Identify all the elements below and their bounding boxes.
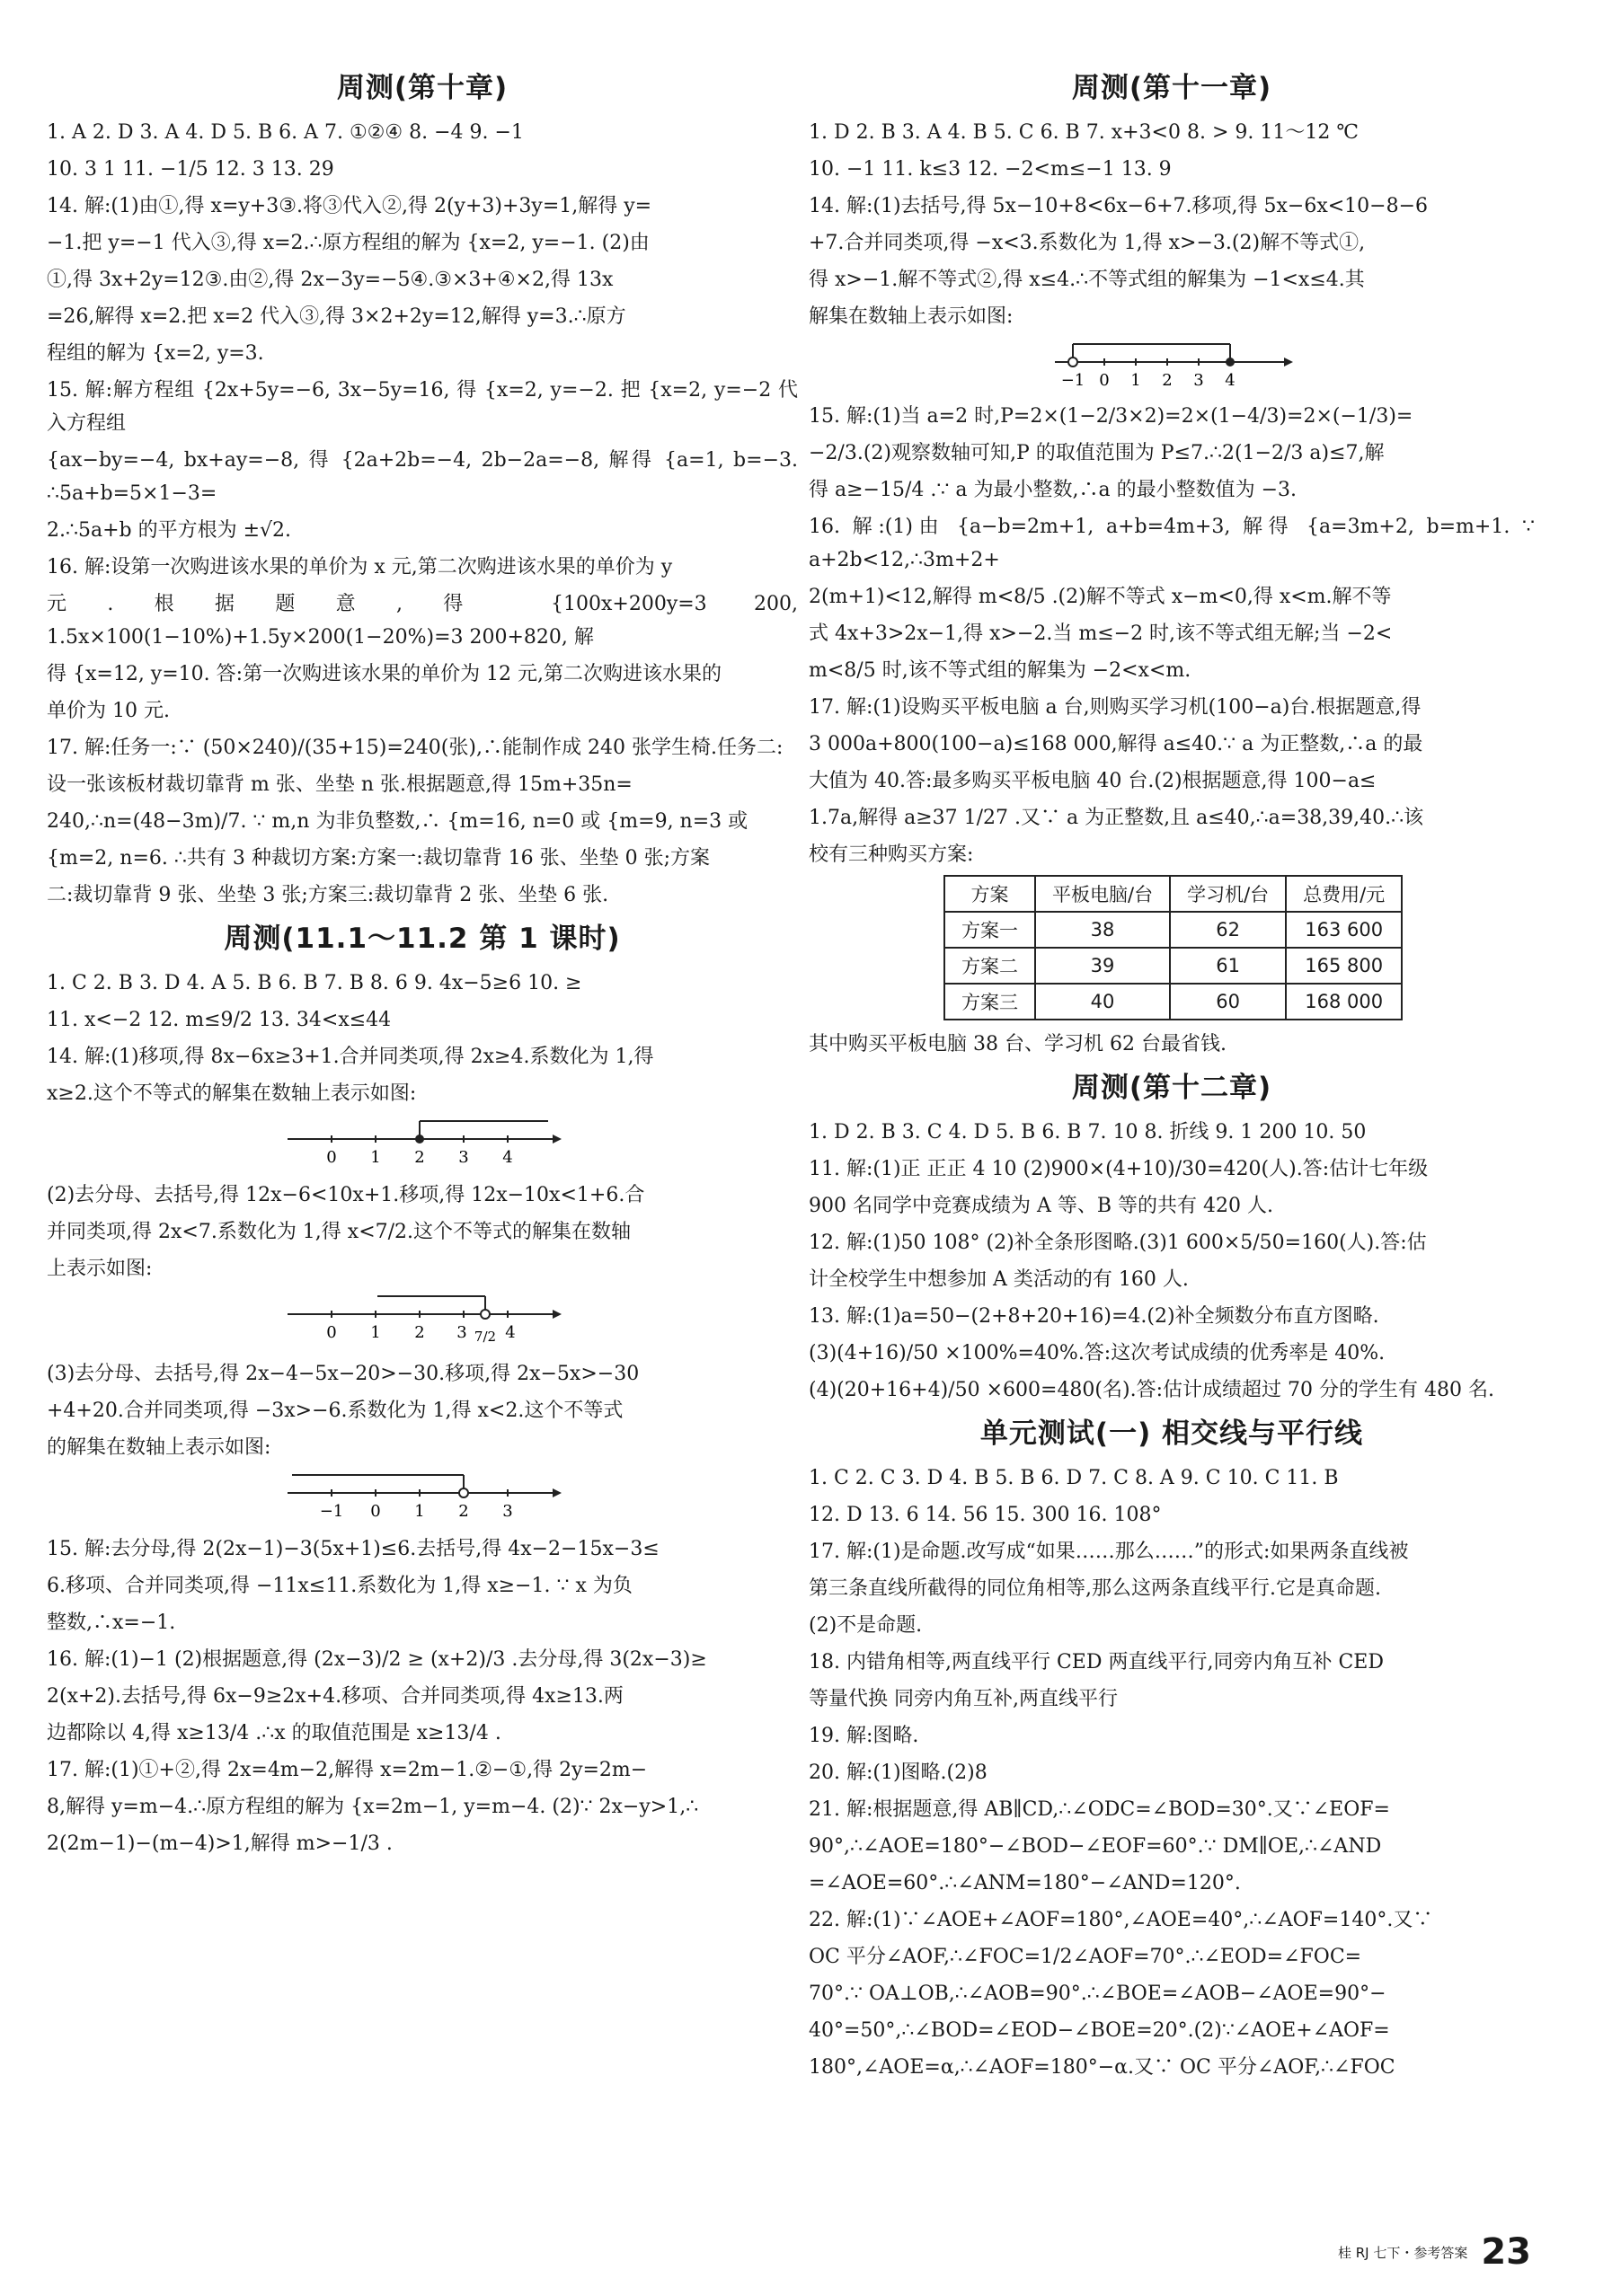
answer-line: 70°.∵ OA⊥OB,∴∠AOB=90°.∴∠BOE=∠AOB−∠AOE=90°− — [809, 1983, 1386, 2005]
table-row — [944, 948, 1402, 984]
tick-label: 0 — [1099, 371, 1110, 390]
answer-line: 单价为 10 元. — [47, 700, 170, 722]
answer-line: 17. 解:(1)设购买平板电脑 a 台,则购买学习机(100−a)台.根据题意,得 — [809, 696, 1422, 719]
answer-line: 式 4x+3>2x−1,得 x>−2.当 m≤−2 时,该不等式组无解;当 −2< — [809, 623, 1393, 645]
tick-label: 3 — [458, 1148, 469, 1167]
answer-line: 边都除以 4,得 x≥13/4 .∴x 的取值范围是 x≥13/4 . — [47, 1722, 501, 1744]
answer-line: 6.移项、合并同类项,得 −11x≤11.系数化为 1,得 x≥−1. ∵ x 为负 — [47, 1575, 633, 1597]
table-cell: 165 800 — [1286, 948, 1402, 984]
answer-line: 90°,∴∠AOE=180°−∠BOD−∠EOF=60°.∵ DM∥OE,∴∠AND — [809, 1835, 1382, 1858]
answer-line: 180°,∠AOE=α,∴∠AOF=180°−α.又∵ OC 平分∠AOF,∴∠FOC — [809, 2056, 1395, 2079]
answer-line: −1.把 y=−1 代入③,得 x=2.∴原方程组的解为 {x=2, y=−1. (2)由 — [47, 232, 650, 254]
tick-label: 4 — [1225, 371, 1236, 390]
section-ch11 — [809, 65, 1535, 1061]
table-cell: 39 — [1035, 948, 1170, 984]
table-cell: 61 — [1170, 948, 1286, 984]
answer-line: +7.合并同类项,得 −x<3.系数化为 1,得 x>−3.(2)解不等式①, — [809, 232, 1366, 254]
table-cell: 40 — [1035, 984, 1170, 1020]
answer-line: (3)去分母、去括号,得 2x−4−5x−20>−30.移项,得 2x−5x>−30 — [47, 1363, 640, 1385]
section-ch10 — [47, 65, 798, 912]
tick-label: 2 — [414, 1323, 425, 1342]
answer-lines — [47, 116, 798, 912]
answer-line: 17. 解:(1)是命题.改写成“如果……那么……”的形式:如果两条直线被 — [809, 1541, 1409, 1563]
answer-line: 11. x<−2 12. m≤9/2 13. 34<x≤44 — [47, 1009, 392, 1031]
table-row — [944, 912, 1402, 948]
page-number: 23 — [1481, 2231, 1531, 2273]
answer-line: ①,得 3x+2y=12③.由②,得 2x−3y=−5④.③×3+④×2,得 13x — [47, 269, 614, 291]
tick-label: 0 — [326, 1323, 337, 1342]
answer-line: (3)(4+16)/50 ×100%=40%.答:这次考试成绩的优秀率是 40%. — [809, 1342, 1386, 1364]
tick-label: 3 — [456, 1323, 467, 1342]
answer-line: OC 平分∠AOF,∴∠FOC=1/2∠AOF=70°.∴∠EOD=∠FOC= — [809, 1946, 1362, 1968]
answer-line: 上表示如图: — [47, 1258, 153, 1280]
answer-line: 整数,∴x=−1. — [47, 1612, 176, 1634]
footer-label: 桂 RJ 七下・参考答案 — [1337, 2244, 1468, 2261]
answer-line: 16. 解:(1)由 {a−b=2m+1, a+b=4m+3, 解得 {a=3m+2, b=m+1. ∵ a+2b<12,∴3m+2+ — [809, 516, 1535, 571]
answer-line: 校有三种购买方案: — [809, 843, 974, 866]
tick-label: 7/2 — [474, 1329, 497, 1345]
tick-label: 2 — [458, 1502, 469, 1521]
answer-line: 8,解得 y=m−4.∴原方程组的解为 {x=2m−1, y=m−4. (2)∵ 2x−y>1,∴ — [47, 1796, 699, 1818]
tick-label: 3 — [502, 1502, 513, 1521]
page-footer — [1338, 2231, 1531, 2273]
answer-line: 第三条直线所截得的同位角相等,那么这两条直线平行.它是真命题. — [809, 1577, 1381, 1600]
answer-line: 16. 解:(1)−1 (2)根据题意,得 (2x−3)/2 ≥ (x+2)/3 .去分母,得 3(2x−3)≥ — [47, 1648, 707, 1671]
answer-line: 的解集在数轴上表示如图: — [47, 1436, 271, 1459]
answer-line: 程组的解为 {x=2, y=3. — [47, 342, 264, 365]
answer-line: 1. C 2. B 3. D 4. A 5. B 6. B 7. B 8. 6 9. 4x−5≥6 10. ≥ — [47, 972, 582, 994]
answer-line: =26,解得 x=2.把 x=2 代入③,得 3×2+2y=12,解得 y=3.∴原方 — [47, 305, 626, 328]
answer-line: 其中购买平板电脑 38 台、学习机 62 台最省钱. — [809, 1033, 1227, 1055]
table-header: 方案 — [944, 876, 1035, 912]
answer-line: 2.∴5a+b 的平方根为 ±√2. — [47, 519, 292, 542]
section-title: 周测(11.1～11.2 第 1 课时) — [224, 923, 621, 955]
tick-label: 4 — [502, 1148, 513, 1167]
answer-line: 解集在数轴上表示如图: — [809, 305, 1014, 328]
answer-line: −2/3.(2)观察数轴可知,P 的取值范围为 P≤7.∴2(1−2/3 a)≤7,解 — [809, 442, 1385, 464]
tick-label: 4 — [505, 1323, 516, 1342]
number-line-3 — [279, 1470, 566, 1523]
answer-line: 14. 解:(1)去括号,得 5x−10+8<6x−6+7.移项,得 5x−6x<10−8−6 — [809, 195, 1429, 217]
answer-line: 40°=50°,∴∠BOD=∠EOD−∠BOE=20°.(2)∵∠AOE+∠AOF= — [809, 2019, 1390, 2042]
section-ch12 — [809, 1064, 1535, 1407]
answer-line: 二:裁切靠背 9 张、坐垫 3 张;方案三:裁切靠背 2 张、坐垫 6 张. — [47, 884, 609, 906]
tick-label: 1 — [370, 1148, 381, 1167]
table-cell: 方案三 — [944, 984, 1035, 1020]
section-title: 周测(第十二章) — [1071, 1072, 1272, 1104]
answer-line: 19. 解:图略. — [809, 1725, 919, 1747]
table-cell: 168 000 — [1286, 984, 1402, 1020]
answer-line: 大值为 40.答:最多购买平板电脑 40 台.(2)根据题意,得 100−a≤ — [809, 770, 1377, 792]
tick-label: 1 — [414, 1502, 425, 1521]
answer-line: 1. A 2. D 3. A 4. D 5. B 6. A 7. ①②④ 8. −4 9. −1 — [47, 121, 524, 144]
table-header: 总费用/元 — [1286, 876, 1402, 912]
answer-line: 2(x+2).去括号,得 6x−9≥2x+4.移项、合并同类项,得 4x≥13.两 — [47, 1685, 624, 1708]
answer-line: 15. 解:(1)当 a=2 时,P=2×(1−2/3×2)=2×(1−4/3)=2×(−1/3)= — [809, 405, 1413, 428]
answer-line: 14. 解:(1)由①,得 x=y+3③.将③代入②,得 2(y+3)+3y=1,解得 y= — [47, 195, 652, 217]
answer-line: {m=2, n=6. ∴共有 3 种裁切方案:方案一:裁切靠背 16 张、坐垫 0 张;方案 — [47, 847, 711, 870]
answer-line: 13. 解:(1)a=50−(2+8+20+16)=4.(2)补全频数分布直方图略. — [809, 1305, 1379, 1328]
answer-line: (4)(20+16+4)/50 ×600=480(名).答:估计成绩超过 70 分的学生有 480 名. — [809, 1379, 1494, 1401]
answer-line: 15. 解:去分母,得 2(2x−1)−3(5x+1)≤6.去括号,得 4x−2−15x−3≤ — [47, 1538, 660, 1560]
table-cell: 62 — [1170, 912, 1286, 948]
answer-line: x≥2.这个不等式的解集在数轴上表示如图: — [47, 1082, 417, 1105]
answer-line: 得 x>−1.解不等式②,得 x≤4.∴不等式组的解集为 −1<x≤4.其 — [809, 269, 1365, 291]
section-title: 单元测试(一) 相交线与平行线 — [979, 1417, 1364, 1450]
tick-label: −1 — [1060, 371, 1085, 390]
answer-line: 10. 3 1 11. −1/5 12. 3 13. 29 — [47, 158, 334, 181]
answer-line: 设一张该板材裁切靠背 m 张、坐垫 n 张.根据题意,得 15m+35n= — [47, 773, 633, 796]
section-unit-test-1 — [809, 1410, 1535, 2084]
table-header: 学习机/台 — [1170, 876, 1286, 912]
tick-label: 2 — [414, 1148, 425, 1167]
right-column — [809, 63, 1535, 2088]
answer-line: 21. 解:根据题意,得 AB∥CD,∴∠ODC=∠BOD=30°.又∵∠EOF= — [809, 1798, 1390, 1821]
answer-line: 900 名同学中竞赛成绩为 A 等、B 等的共有 420 人. — [809, 1195, 1273, 1217]
table-header-row — [944, 876, 1402, 912]
answer-line: 10. −1 11. k≤3 12. −2<m≤−1 13. 9 — [809, 158, 1172, 181]
answer-line: 3 000a+800(100−a)≤168 000,解得 a≤40.∵ a 为正整数,∴a 的最 — [809, 733, 1423, 755]
answer-line: +4+20.合并同类项,得 −3x>−6.系数化为 1,得 x<2.这个不等式 — [47, 1400, 624, 1422]
table-cell: 60 — [1170, 984, 1286, 1020]
table-cell: 方案二 — [944, 948, 1035, 984]
answer-line: (2)不是命题. — [809, 1614, 923, 1637]
table-cell: 38 — [1035, 912, 1170, 948]
answer-line: 1. C 2. C 3. D 4. B 5. B 6. D 7. C 8. A 9. C 10. C 11. B — [809, 1467, 1339, 1489]
answer-line: 得 a≥−15/4 .∵ a 为最小整数,∴a 的最小整数值为 −3. — [809, 479, 1297, 501]
tick-label: 0 — [326, 1148, 337, 1167]
answer-line: 12. D 13. 6 14. 56 15. 300 16. 108° — [809, 1504, 1162, 1526]
answer-line: 元.根据题意,得 {100x+200y=3 200, 1.5x×100(1−10%)+1.5y×200(1−20%)=3 200+820, 解 — [47, 593, 798, 649]
answer-line: 22. 解:(1)∵∠AOE+∠AOF=180°,∠AOE=40°,∴∠AOF=140°.又∵ — [809, 1909, 1433, 1931]
number-line-1 — [279, 1116, 566, 1170]
answer-line: (2)去分母、去括号,得 12x−6<10x+1.移项,得 12x−10x<1+6.合 — [47, 1184, 645, 1206]
answer-line: m<8/5 时,该不等式组的解集为 −2<x<m. — [809, 659, 1191, 682]
answer-line: {ax−by=−4, bx+ay=−8, 得 {2a+2b=−4, 2b−2a=−8, 解得 {a=1, b=−3. ∴5a+b=5×1−3= — [47, 449, 798, 505]
answer-line: 14. 解:(1)移项,得 8x−6x≥3+1.合并同类项,得 2x≥4.系数化为 1,得 — [47, 1046, 654, 1068]
answer-line: 18. 内错角相等,两直线平行 CED 两直线平行,同旁内角互补 CED — [809, 1651, 1385, 1673]
table-row — [944, 984, 1402, 1020]
tick-label: 2 — [1162, 371, 1173, 390]
answer-line: 17. 解:任务一:∵ (50×240)/(35+15)=240(张),∴能制作成 240 张学生椅.任务二: — [47, 737, 784, 759]
tick-label: 3 — [1193, 371, 1204, 390]
answer-line: 20. 解:(1)图略.(2)8 — [809, 1762, 988, 1784]
left-column — [47, 63, 798, 1864]
answer-line: 17. 解:(1)①+②,得 2x=4m−2,解得 x=2m−1.②−①,得 2y=2m− — [47, 1759, 648, 1781]
tick-label: 1 — [1130, 371, 1141, 390]
purchase-plan-table — [943, 875, 1403, 1020]
tick-label: 0 — [370, 1502, 381, 1521]
answer-line: 1. D 2. B 3. A 4. B 5. C 6. B 7. x+3<0 8. > 9. 11～12 ℃ — [809, 121, 1359, 144]
number-line-2 — [279, 1291, 566, 1348]
answer-line: 1. D 2. B 3. C 4. D 5. B 6. B 7. 10 8. 折线 9. 1 200 10. 50 — [809, 1121, 1367, 1144]
answer-line: 得 {x=12, y=10. 答:第一次购进该水果的单价为 12 元,第二次购进该水果的 — [47, 663, 722, 685]
section-title: 周测(第十一章) — [1071, 72, 1272, 104]
answer-line: 15. 解:解方程组 {2x+5y=−6, 3x−5y=16, 得 {x=2, y=−2. 把 {x=2, y=−2 代入方程组 — [47, 379, 798, 435]
answer-line: 11. 解:(1)正 正正 4 10 (2)900×(4+10)/30=420(人).答:估计七年级 — [809, 1158, 1429, 1180]
answer-line: 2(m+1)<12,解得 m<8/5 .(2)解不等式 x−m<0,得 x<m.解不等 — [809, 586, 1392, 608]
answer-line: 12. 解:(1)50 108° (2)补全条形图略.(3)1 600×5/50=160(人).答:估 — [809, 1232, 1427, 1254]
answer-line: 16. 解:设第一次购进该水果的单价为 x 元,第二次购进该水果的单价为 y — [47, 556, 673, 578]
answer-line: 240,∴n=(48−3m)/7. ∵ m,n 为非负整数,∴ {m=16, n=0 或 {m=9, n=3 或 — [47, 810, 748, 833]
answer-line: 并同类项,得 2x<7.系数化为 1,得 x<7/2.这个不等式的解集在数轴 — [47, 1221, 632, 1243]
section-11-1 — [47, 915, 798, 1860]
answer-line: 计全校学生中想参加 A 类活动的有 160 人. — [809, 1268, 1189, 1291]
answer-line: =∠AOE=60°.∴∠ANM=180°−∠AND=120°. — [809, 1872, 1241, 1894]
tick-label: 1 — [370, 1323, 381, 1342]
answer-line: 等量代换 同旁内角互补,两直线平行 — [809, 1688, 1118, 1710]
answer-line: 2(2m−1)−(m−4)>1,解得 m>−1/3 . — [47, 1832, 393, 1855]
table-header: 平板电脑/台 — [1035, 876, 1170, 912]
table-cell: 方案一 — [944, 912, 1035, 948]
number-line-4 — [1046, 339, 1298, 391]
tick-label: −1 — [319, 1502, 344, 1521]
section-title: 周测(第十章) — [336, 72, 509, 104]
table-cell: 163 600 — [1286, 912, 1402, 948]
answer-line: 1.7a,解得 a≥37 1/27 .又∵ a 为正整数,且 a≤40,∴a=38,39,40.∴该 — [809, 807, 1424, 829]
